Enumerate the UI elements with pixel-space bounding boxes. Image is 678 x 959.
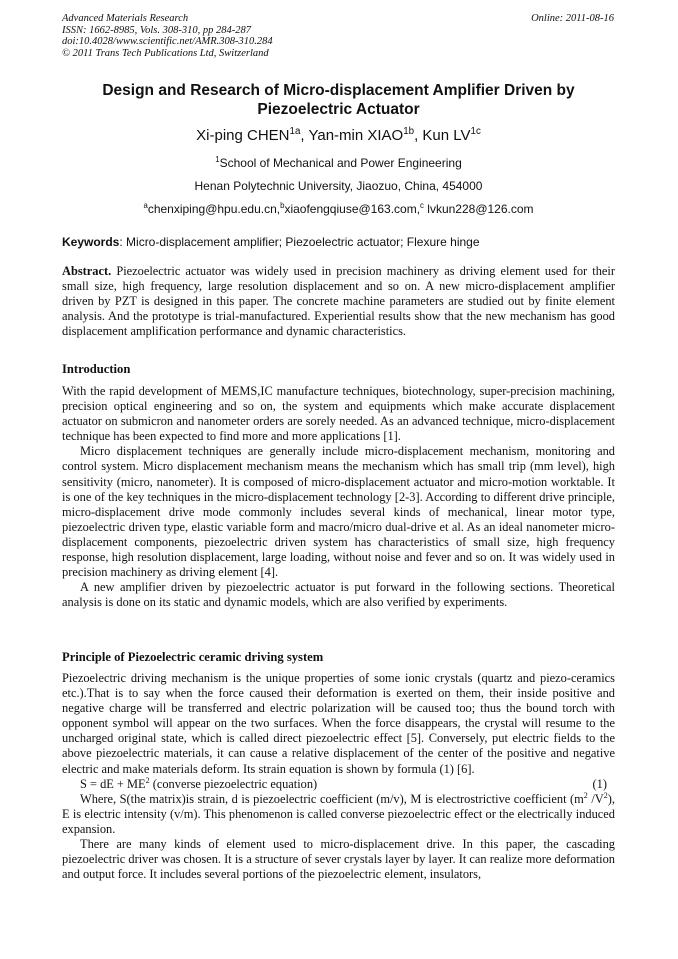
author-1-sup: 1a (289, 126, 301, 137)
equation-1 (62, 777, 615, 792)
p2-part-c: ), E is electric intensity (v/m). This phenomenon is called converse piezoelectric effect or the electrically induced expansion. (62, 791, 615, 836)
title-line-2: Piezoelectric Actuator (257, 101, 420, 118)
principle-body (62, 671, 615, 882)
author-list (62, 127, 615, 144)
email-c-sup: c (420, 201, 424, 210)
p2-part-a: Where, S(the matrix)is strain, d is piezoelectric coefficient (m/v), M is electrostrictive coefficient (m (80, 791, 584, 806)
title-line-1: Design and Research of Micro-displacement Amplifier Driven by (102, 82, 575, 99)
principle-paragraph-3: There are many kinds of element used to micro-displacement drive. In this paper, the cascading piezoelectric driver was chosen. It is a structure of sever crystals layer by layer. It can realize more deformation and output force. It includes several portions of the piezoelectric element, insulators, (62, 837, 615, 882)
affiliation-school: School of Mechanical and Power Engineering (219, 156, 462, 170)
equation-desc: (converse piezoelectric equation) (149, 776, 318, 791)
keywords-text: : Micro-displacement amplifier; Piezoelectric actuator; Flexure hinge (119, 235, 480, 249)
abstract (62, 264, 615, 339)
author-1: Xi-ping CHEN (196, 127, 290, 144)
principle-heading: Principle of Piezoelectric ceramic driving system (62, 650, 324, 664)
email-line (62, 202, 615, 216)
affiliation-sup: 1 (215, 155, 220, 164)
keywords (62, 235, 615, 249)
intro-paragraph-1: With the rapid development of MEMS,IC manufacture techniques, biotechnology, super-precision machining, precision optical engineering and so on, the system and equipments which make accurate displacement actuator on submicron and nanometer orders are sorely needed. As an advanced technique, micro-displacement technique has been expected to find more and more applications [1]. (62, 384, 615, 444)
introduction-body (62, 384, 615, 610)
author-3: , Kun LV (414, 127, 471, 144)
paper-title (62, 81, 615, 119)
abstract-label: Abstract. (62, 264, 112, 278)
email-a[interactable]: chenxiping@hpu.edu.cn, (147, 202, 281, 216)
online-date: Online: 2011-08-16 (531, 13, 614, 24)
intro-paragraph-2: Micro displacement techniques are generally include micro-displacement mechanism, monitoring and control system. Micro displacement mechanism means the mechanism which has small trip (mm level), high sensitivity (micro, nanometer). It is composed of micro-displacement actuator and micro-motion worktable. It is one of the key techniques in the micro-displacement technology [2-3]. According to different drive principle, micro-displacement drive mode commonly includes several kinds of mechanical, linear motor type, piezoelectric driven type, elastic variable form and macro/micro dual-drive et al. As an ideal nanometer micro-displacement components, piezoelectric driven system has characteristics of small size, high frequency response, high resolution displacement, large loading, without noise and fever and so on. It was widely used in precision machinery as driving element [4]. (62, 444, 615, 580)
principle-paragraph-1: Piezoelectric driving mechanism is the unique properties of some ionic crystals (quartz and piezo-ceramics etc.).That is to say when the force caused their deformation is exerted on them, their inside positive and negative charge will be transferred and electric polarization will be caused too; thus the bound torch with opponent symbol will appear on the two surfaces. When the force disappears, the crystal will resume to the uncharged original state, which is called direct piezoelectric effect [5]. Conversely, put electric fields to the above piezoelectric materials, it can cause a relative displacement of the center of the positive and negative electric and make materials deform. Its strain equation is shown by formula (1) [6]. (62, 671, 615, 776)
principle-paragraph-2 (62, 792, 615, 837)
copyright-line: © 2011 Trans Tech Publications Ltd, Switzerland (62, 47, 269, 59)
intro-paragraph-3: A new amplifier driven by piezoelectric actuator is put forward in the following sections. Theoretical analysis is done on its static and dynamic models, which are also verified by experiments. (62, 580, 615, 610)
affiliation-line-2: Henan Polytechnic University, Jiaozuo, China, 454000 (194, 179, 483, 193)
equation-number: (1) (592, 776, 607, 791)
equation-main: S = dE + ME (80, 776, 146, 791)
email-a-sup: a (143, 201, 148, 210)
author-3-sup: 1c (470, 126, 481, 137)
email-b-sup: b (280, 201, 285, 210)
p2-sup-1: 2 (583, 790, 588, 800)
author-2: , Yan-min XIAO (300, 127, 404, 144)
p2-part-b: /V (587, 791, 604, 806)
email-b[interactable]: xiaofengqiuse@163.com, (284, 202, 421, 216)
issn-line: ISSN: 1662-8985, Vols. 308-310, pp 284-287 (62, 24, 251, 36)
email-c[interactable]: lvkun228@126.com (423, 202, 534, 216)
abstract-text: Piezoelectric actuator was widely used in precision machinery as driving element used for their small size, high frequency, large resolution displacement and so on. A new micro-displacement amplifier driven by PZT is designed in this paper. The concrete machine parameters are studied out by finite element analysis. And the prototype is trial-manufactured. Experiential results show that the new mechanism has good displacement amplification performance and dynamic characteristics. (62, 264, 615, 339)
introduction-heading: Introduction (62, 362, 131, 376)
author-2-sup: 1b (403, 126, 415, 137)
p2-sup-2: 2 (603, 790, 608, 800)
keywords-label: Keywords (62, 235, 120, 249)
affiliation-line-1 (62, 156, 615, 170)
doi-line: doi:10.4028/www.scientific.net/AMR.308-310.284 (62, 36, 273, 48)
journal-name: Advanced Materials Research (62, 13, 189, 24)
journal-header (62, 13, 273, 59)
equation-sup: 2 (145, 775, 150, 785)
